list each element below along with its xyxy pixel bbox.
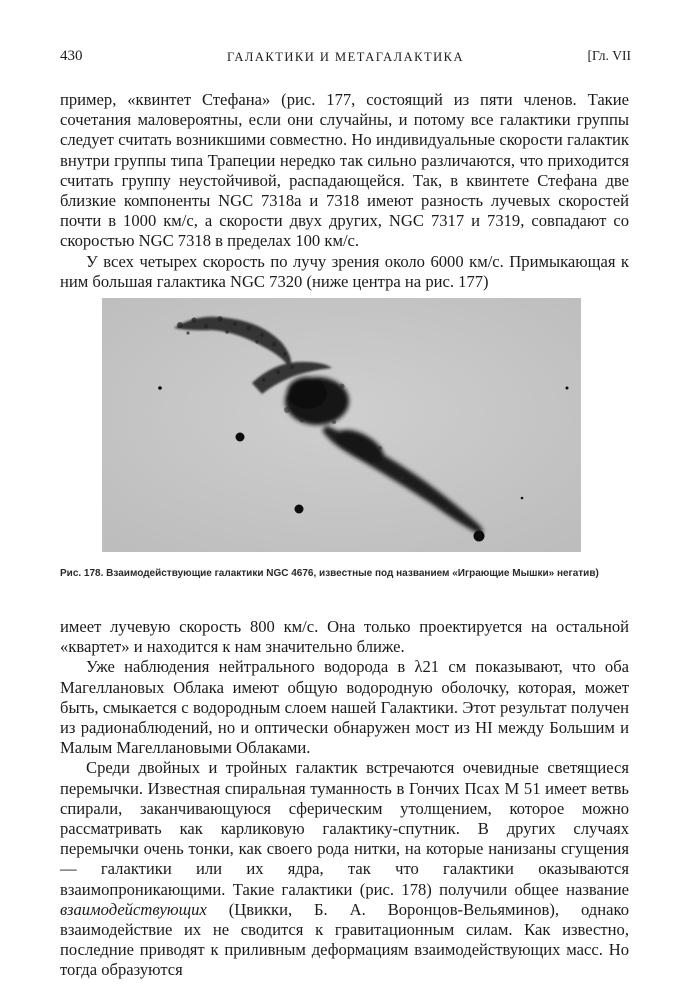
running-title: ГАЛАКТИКИ И МЕТАГАЛАКТИКА [226,50,465,64]
text-block-bottom [60,617,629,981]
chapter-marker: [Гл. VII [587,48,631,63]
paragraph: Уже наблюдения нейтрального водорода в λ21 см показывают, что оба Магеллановых Облака имеют общую водородную оболочку, которая, может быть, смыкается с водородным слоем нашей Галактики. Этот результат получен из радионаблюдений, но и оптически обнаружен мост из HI между Большим и Малым Магеллановыми Облаками. [60,657,629,758]
galaxy-photo-figure [102,298,581,552]
running-header [60,48,631,70]
interacting-galaxies-photo [102,298,581,552]
paragraph-text: (Цвикки, Б. А. Воронцов-Вельяминов), однако взаимодействие их не сводится к гравитационным силам. Как известно, последние приводят к приливным деформациям взаимодействующих масс. Но тогда образуются [60,899,629,980]
paragraph: имеет лучевую скорость 800 км/с. Она только проектируется на остальной «квартет» и находится к нам значительно ближе. [60,617,629,657]
paragraph: пример, «квинтет Стефана» (рис. 177, состоящий из пяти членов. Такие сочетания маловероятны, если они случайны, и потому все галактики группы следует считать возникшими совместно. Но индивидуальные скорости галактик внутри группы типа Трапеции нередко так сильно различаются, что приходится считать группу неустойчивой, распадающейся. Так, в квинтете Стефана две близкие компоненты NGC 7318а и 7318 имеют разность лучевых скоростей почти в 1000 км/с, а скорости двух других, NGC 7317 и 7319, совпадают со скоростью NGC 7318 в пределах 100 км/с. [60,90,629,251]
paragraph-text: Среди двойных и тройных галактик встречаются очевидные светящиеся перемычки. Известная спиральная туманность в Гончих Псах М 51 имеет ветвь спирали, заканчивающуюся сферическим утолщением, которое можно рассматривать как карликовую галактику-спутник. В других случаях перемычки очень тонки, как своего рода нитки, на которые нанизаны сгущения — галактики или их ядра, так что галактики оказываются взаимопроникающими. Такие галактики (рис. 178) получили общее название [60,758,629,899]
figure-caption: Рис. 178. Взаимодействующие галактики NGC 4676, известные под названием «Играющие Мышки» негатив) [60,568,599,579]
paragraph: У всех четырех скорость по лучу зрения около 6000 км/с. Примыкающая к ним большая галактика NGC 7320 (ниже центра на рис. 177) [60,251,629,291]
page-number: 430 [60,48,83,64]
paragraph [60,758,629,980]
italic-term: взаимодействующих [60,899,207,919]
text-block-top [60,90,629,292]
